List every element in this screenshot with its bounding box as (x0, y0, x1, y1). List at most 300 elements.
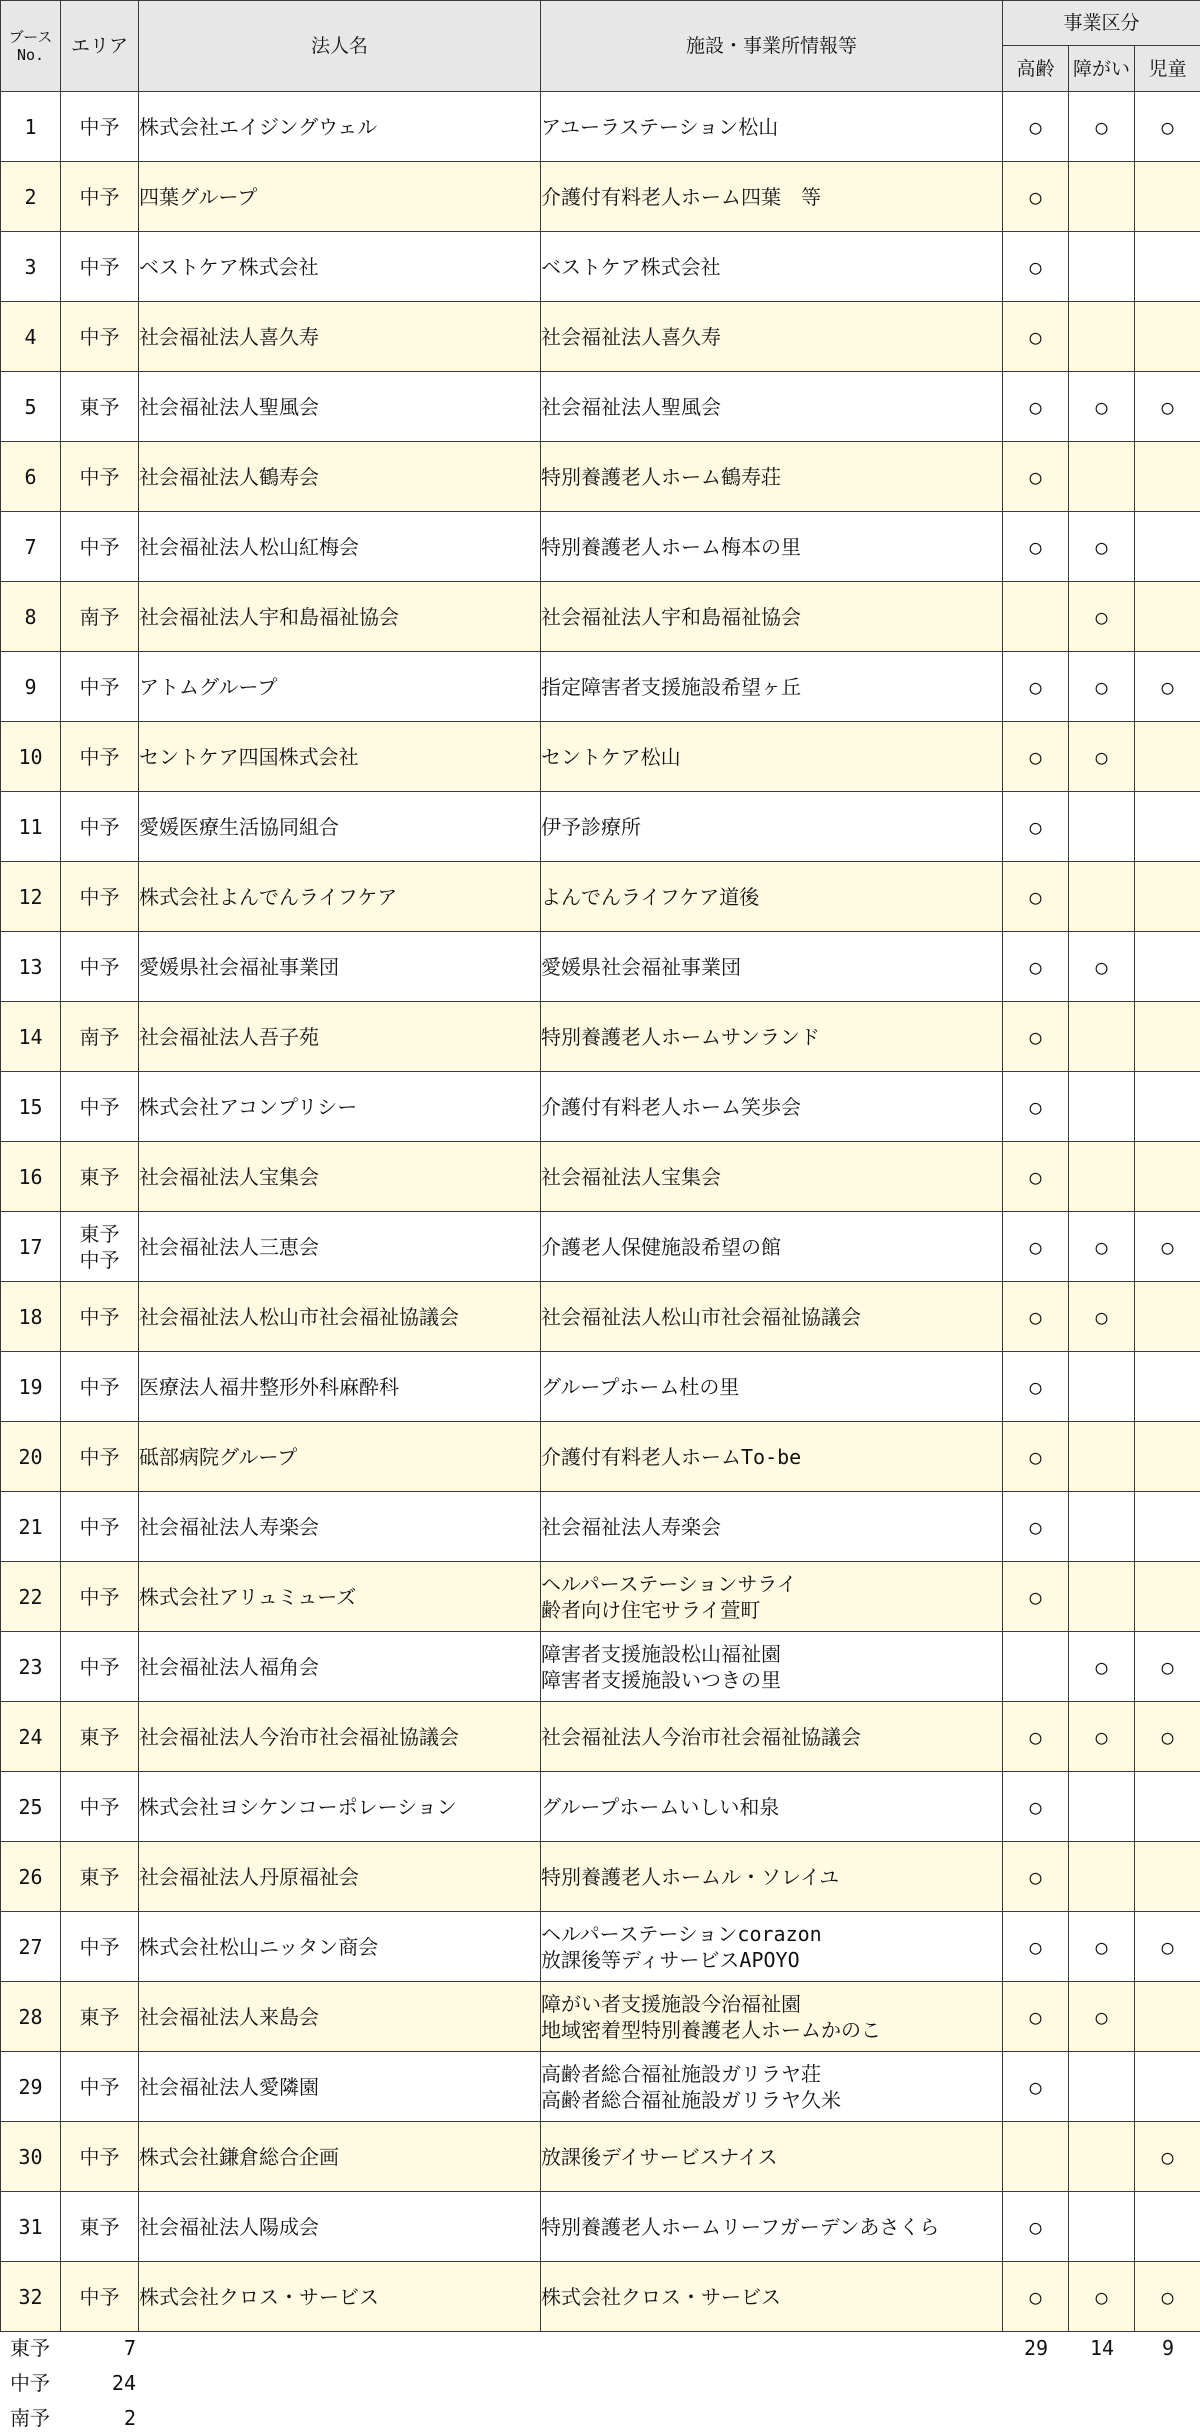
disability-cell (1069, 1282, 1135, 1352)
booth-no-cell: 29 (1, 2052, 61, 2122)
booth-no-cell: 22 (1, 1562, 61, 1632)
area-line: 中予 (79, 324, 120, 349)
corporation-cell: セントケア四国株式会社 (139, 722, 541, 792)
child-cell (1135, 1212, 1200, 1282)
corporation-cell: 四葉グループ (139, 162, 541, 232)
facility-cell (541, 1772, 1003, 1842)
disability-cell (1069, 1982, 1135, 2052)
elderly-cell (1003, 1072, 1069, 1142)
elderly-cell (1003, 792, 1069, 862)
disability-cell (1069, 652, 1135, 722)
disability-cell (1069, 1352, 1135, 1422)
booth-no-cell: 1 (1, 92, 61, 162)
corporation-cell: 株式会社アリュミューズ (139, 1562, 541, 1632)
area-line: 中予 (79, 884, 120, 909)
total-elderly: 29 (1023, 2336, 1049, 2360)
facility-line: 障がい者支援施設今治福祉園 (541, 1991, 801, 2016)
booth-no-cell: 9 (1, 652, 61, 722)
facility-line: 特別養護老人ホームリーフガーデンあさくら (541, 2214, 940, 2239)
facility-line: 放課後等ディサービスAPOYO (541, 1947, 800, 1972)
area-count-label: 東予 (10, 2336, 50, 2360)
facility-cell (541, 1562, 1003, 1632)
elderly-mark: ○ (1029, 2284, 1042, 2309)
table-row (1, 1982, 1200, 2052)
facility-cell (541, 1982, 1003, 2052)
child-mark: ○ (1161, 1654, 1174, 1679)
elderly-cell (1003, 442, 1069, 512)
child-cell (1135, 1982, 1200, 2052)
area-line: 南予 (79, 604, 120, 629)
facility-line: 介護老人保健施設希望の館 (541, 1234, 781, 1259)
disability-cell (1069, 2192, 1135, 2262)
area-line: 中予 (79, 1514, 120, 1539)
facility-cell (541, 232, 1003, 302)
child-mark: ○ (1161, 1934, 1174, 1959)
facility-cell (541, 582, 1003, 652)
total-disability: 14 (1089, 2336, 1115, 2360)
child-cell (1135, 1352, 1200, 1422)
booth-no-cell: 8 (1, 582, 61, 652)
facility-cell (541, 372, 1003, 442)
table-row (1, 1282, 1200, 1352)
facility-line: 齢者向け住宅サライ萱町 (541, 1597, 761, 1622)
facility-cell (541, 1142, 1003, 1212)
elderly-mark: ○ (1029, 674, 1042, 699)
table-row (1, 442, 1200, 512)
area-cell (61, 1912, 139, 1982)
disability-mark: ○ (1095, 1724, 1108, 1749)
area-cell (61, 1002, 139, 1072)
corporation-cell: 社会福祉法人松山市社会福祉協議会 (139, 1282, 541, 1352)
booth-no-cell: 2 (1, 162, 61, 232)
elderly-cell (1003, 512, 1069, 582)
facility-line: ベストケア株式会社 (541, 254, 721, 279)
facility-line: 愛媛県社会福祉事業団 (541, 954, 741, 979)
child-cell (1135, 1912, 1200, 1982)
booth-no-cell: 31 (1, 2192, 61, 2262)
booth-no-cell: 6 (1, 442, 61, 512)
child-mark: ○ (1161, 114, 1174, 139)
child-cell (1135, 442, 1200, 512)
elderly-mark: ○ (1029, 1514, 1042, 1539)
area-cell (61, 1422, 139, 1492)
facility-cell (541, 2192, 1003, 2262)
elderly-mark: ○ (1029, 1444, 1042, 1469)
facility-cell (541, 862, 1003, 932)
corporation-header: 法人名 (139, 1, 541, 92)
division-header: 事業区分 (1003, 1, 1200, 46)
area-line: 東予 (79, 1221, 120, 1246)
area-line: 中予 (79, 1247, 120, 1272)
corporation-cell: 株式会社よんでんライフケア (139, 862, 541, 932)
corporation-cell: 医療法人福井整形外科麻酔科 (139, 1352, 541, 1422)
child-cell (1135, 582, 1200, 652)
child-mark: ○ (1161, 394, 1174, 419)
elderly-cell (1003, 2192, 1069, 2262)
facility-line: 社会福祉法人聖風会 (541, 394, 721, 419)
area-line: 中予 (79, 814, 120, 839)
elderly-mark: ○ (1029, 2074, 1042, 2099)
facility-cell (541, 1702, 1003, 1772)
corporation-cell: 社会福祉法人喜久寿 (139, 302, 541, 372)
corporation-cell: 社会福祉法人三恵会 (139, 1212, 541, 1282)
area-cell (61, 1702, 139, 1772)
table-row (1, 2262, 1200, 2332)
elderly-mark: ○ (1029, 884, 1042, 909)
child-mark: ○ (1161, 2284, 1174, 2309)
facility-line: 地域密着型特別養護老人ホームかのこ (541, 2017, 881, 2042)
facility-cell (541, 1212, 1003, 1282)
child-cell (1135, 1422, 1200, 1492)
child-cell (1135, 862, 1200, 932)
elderly-mark: ○ (1029, 1794, 1042, 1819)
facility-line: セントケア松山 (541, 744, 681, 769)
elderly-cell (1003, 1562, 1069, 1632)
disability-cell (1069, 92, 1135, 162)
booth-no-cell: 12 (1, 862, 61, 932)
elderly-cell (1003, 722, 1069, 792)
facility-line: 社会福祉法人松山市社会福祉協議会 (541, 1304, 861, 1329)
disability-cell (1069, 162, 1135, 232)
elderly-mark: ○ (1029, 744, 1042, 769)
corporation-cell: 砥部病院グループ (139, 1422, 541, 1492)
corporation-cell: 社会福祉法人丹原福祉会 (139, 1842, 541, 1912)
corporation-cell: 愛媛医療生活協同組合 (139, 792, 541, 862)
facility-line: 株式会社クロス・サービス (541, 2284, 781, 2309)
disability-mark: ○ (1095, 954, 1108, 979)
facility-cell (541, 1422, 1003, 1492)
disability-cell (1069, 1212, 1135, 1282)
disability-cell (1069, 512, 1135, 582)
elderly-mark: ○ (1029, 1094, 1042, 1119)
facility-line: グループホームいしい和泉 (541, 1794, 780, 1819)
facility-cell (541, 2122, 1003, 2192)
corporation-cell: 社会福祉法人吾子苑 (139, 1002, 541, 1072)
area-count-east (0, 2333, 160, 2363)
area-line: 南予 (79, 1024, 120, 1049)
facility-cell (541, 722, 1003, 792)
elderly-cell (1003, 1492, 1069, 1562)
booth-no-cell: 27 (1, 1912, 61, 1982)
area-line: 中予 (79, 2144, 120, 2169)
table-row (1, 1492, 1200, 1562)
child-cell (1135, 232, 1200, 302)
area-cell (61, 652, 139, 722)
facility-line: 障害者支援施設松山福祉園 (541, 1641, 781, 1666)
facility-line: 社会福祉法人寿楽会 (541, 1514, 721, 1539)
child-mark: ○ (1161, 1724, 1174, 1749)
corporation-cell: 株式会社鎌倉総合企画 (139, 2122, 541, 2192)
booth-no-cell: 30 (1, 2122, 61, 2192)
area-line: 中予 (79, 1934, 120, 1959)
facility-cell (541, 1632, 1003, 1702)
area-cell (61, 932, 139, 1002)
disability-mark: ○ (1095, 2004, 1108, 2029)
disability-cell (1069, 722, 1135, 792)
elderly-header: 高齢 (1003, 46, 1069, 92)
elderly-mark: ○ (1029, 2004, 1042, 2029)
area-cell (61, 722, 139, 792)
facility-header: 施設・事業所情報等 (541, 1, 1003, 92)
facility-line: 伊予診療所 (541, 814, 641, 839)
facility-line: 社会福祉法人喜久寿 (541, 324, 721, 349)
corporation-cell: 株式会社クロス・サービス (139, 2262, 541, 2332)
table-row (1, 1212, 1200, 1282)
disability-cell (1069, 1562, 1135, 1632)
area-cell (61, 1282, 139, 1352)
booth-no-cell: 19 (1, 1352, 61, 1422)
booth-no-cell: 18 (1, 1282, 61, 1352)
elderly-mark: ○ (1029, 2214, 1042, 2239)
elderly-cell (1003, 162, 1069, 232)
elderly-cell (1003, 932, 1069, 1002)
facility-line: 指定障害者支援施設希望ヶ丘 (541, 674, 801, 699)
elderly-cell (1003, 2052, 1069, 2122)
area-cell (61, 1842, 139, 1912)
area-line: 中予 (79, 1374, 120, 1399)
area-line: 東予 (79, 2004, 120, 2029)
elderly-mark: ○ (1029, 1234, 1042, 1259)
area-cell (61, 862, 139, 932)
facility-line: 介護付有料老人ホームTo-be (541, 1444, 802, 1469)
facility-cell (541, 792, 1003, 862)
disability-cell (1069, 1632, 1135, 1702)
facility-line: 障害者支援施設いつきの里 (541, 1667, 781, 1692)
table-row (1, 302, 1200, 372)
table-header (1, 1, 1200, 92)
table-row (1, 1562, 1200, 1632)
elderly-mark: ○ (1029, 1724, 1042, 1749)
area-cell (61, 372, 139, 442)
disability-cell (1069, 372, 1135, 442)
area-line: 中予 (79, 1654, 120, 1679)
disability-cell (1069, 232, 1135, 302)
elderly-cell (1003, 1142, 1069, 1212)
facility-cell (541, 2262, 1003, 2332)
table-row (1, 722, 1200, 792)
child-cell (1135, 1492, 1200, 1562)
disability-header: 障がい (1069, 46, 1135, 92)
area-line: 中予 (79, 1794, 120, 1819)
elderly-cell (1003, 1422, 1069, 1492)
disability-mark: ○ (1095, 1934, 1108, 1959)
area-cell (61, 1142, 139, 1212)
disability-cell (1069, 2262, 1135, 2332)
corporation-cell: ベストケア株式会社 (139, 232, 541, 302)
child-cell (1135, 372, 1200, 442)
facility-cell (541, 512, 1003, 582)
elderly-cell (1003, 582, 1069, 652)
elderly-mark: ○ (1029, 814, 1042, 839)
booth-no-cell: 25 (1, 1772, 61, 1842)
facility-cell (541, 1842, 1003, 1912)
facility-cell (541, 932, 1003, 1002)
elderly-cell (1003, 372, 1069, 442)
table-row (1, 232, 1200, 302)
facility-line: 社会福祉法人宝集会 (541, 1164, 721, 1189)
elderly-mark: ○ (1029, 534, 1042, 559)
facility-cell (541, 1912, 1003, 1982)
area-count-south (0, 2403, 160, 2433)
booth-no-cell: 13 (1, 932, 61, 1002)
facility-line: 高齢者総合福祉施設ガリラヤ久米 (541, 2087, 841, 2112)
area-line: 中予 (79, 1094, 120, 1119)
elderly-cell (1003, 2122, 1069, 2192)
corporation-cell: 社会福祉法人陽成会 (139, 2192, 541, 2262)
facility-line: 社会福祉法人宇和島福祉協会 (541, 604, 801, 629)
table-row (1, 162, 1200, 232)
area-count-value: 7 (123, 2336, 136, 2360)
area-count-value: 2 (123, 2406, 136, 2430)
corporation-cell: 社会福祉法人宇和島福祉協会 (139, 582, 541, 652)
child-cell (1135, 1002, 1200, 1072)
table-row (1, 1842, 1200, 1912)
child-mark: ○ (1161, 2144, 1174, 2169)
disability-mark: ○ (1095, 674, 1108, 699)
child-cell (1135, 2262, 1200, 2332)
facility-line: 社会福祉法人今治市社会福祉協議会 (541, 1724, 861, 1749)
elderly-cell (1003, 1212, 1069, 1282)
disability-mark: ○ (1095, 1654, 1108, 1679)
area-line: 東予 (79, 1864, 120, 1889)
child-cell (1135, 302, 1200, 372)
disability-mark: ○ (1095, 534, 1108, 559)
elderly-mark: ○ (1029, 394, 1042, 419)
table-row (1, 652, 1200, 722)
booth-no-cell: 28 (1, 1982, 61, 2052)
facility-line: 介護付有料老人ホーム笑歩会 (541, 1094, 801, 1119)
elderly-mark: ○ (1029, 954, 1042, 979)
table-row (1, 1002, 1200, 1072)
elderly-mark: ○ (1029, 114, 1042, 139)
child-cell (1135, 1842, 1200, 1912)
elderly-cell (1003, 92, 1069, 162)
area-line: 東予 (79, 1164, 120, 1189)
child-cell (1135, 1772, 1200, 1842)
area-line: 東予 (79, 1724, 120, 1749)
facility-line: よんでんライフケア道後 (541, 884, 760, 909)
corporation-cell: 社会福祉法人福角会 (139, 1632, 541, 1702)
disability-cell (1069, 1072, 1135, 1142)
facility-line: グループホーム杜の里 (541, 1374, 740, 1399)
area-line: 中予 (79, 464, 120, 489)
disability-cell (1069, 1492, 1135, 1562)
facility-line: 介護付有料老人ホーム四葉 等 (541, 184, 821, 209)
elderly-cell (1003, 1982, 1069, 2052)
corporation-cell: 社会福祉法人寿楽会 (139, 1492, 541, 1562)
facility-line: 特別養護老人ホーム鶴寿荘 (541, 464, 781, 489)
booth-no-cell: 4 (1, 302, 61, 372)
elderly-cell (1003, 2262, 1069, 2332)
area-cell (61, 2052, 139, 2122)
area-cell (61, 442, 139, 512)
elderly-cell (1003, 1002, 1069, 1072)
area-line: 中予 (79, 674, 120, 699)
area-cell (61, 2262, 139, 2332)
area-cell (61, 2192, 139, 2262)
elderly-cell (1003, 862, 1069, 932)
booth-no-header-line1: ブース (8, 28, 53, 46)
corporation-cell: アトムグループ (139, 652, 541, 722)
area-cell (61, 1072, 139, 1142)
disability-cell (1069, 442, 1135, 512)
child-header: 児童 (1135, 46, 1200, 92)
area-line: 中予 (79, 744, 120, 769)
elderly-cell (1003, 652, 1069, 722)
area-line: 中予 (79, 1584, 120, 1609)
table-row (1, 1072, 1200, 1142)
area-line: 東予 (79, 394, 120, 419)
area-cell (61, 2122, 139, 2192)
disability-mark: ○ (1095, 394, 1108, 419)
child-cell (1135, 652, 1200, 722)
area-count-value: 24 (111, 2371, 136, 2395)
corporation-cell: 株式会社松山ニッタン商会 (139, 1912, 541, 1982)
table-row (1, 582, 1200, 652)
facility-cell (541, 302, 1003, 372)
area-line: 中予 (79, 2074, 120, 2099)
elderly-cell (1003, 1282, 1069, 1352)
disability-mark: ○ (1095, 1304, 1108, 1329)
table-row (1, 1632, 1200, 1702)
area-cell (61, 92, 139, 162)
facility-cell (541, 442, 1003, 512)
facility-cell (541, 162, 1003, 232)
total-child: 9 (1161, 2336, 1175, 2360)
facility-cell (541, 2052, 1003, 2122)
facility-cell (541, 1002, 1003, 1072)
area-cell (61, 232, 139, 302)
child-cell (1135, 1632, 1200, 1702)
table-row (1, 1352, 1200, 1422)
area-line: 東予 (79, 2214, 120, 2239)
facility-cell (541, 652, 1003, 722)
elderly-mark: ○ (1029, 1934, 1042, 1959)
booth-no-cell: 32 (1, 2262, 61, 2332)
child-cell (1135, 1282, 1200, 1352)
facility-cell (541, 1492, 1003, 1562)
disability-cell (1069, 582, 1135, 652)
table-row (1, 512, 1200, 582)
child-cell (1135, 932, 1200, 1002)
elderly-cell (1003, 232, 1069, 302)
booth-no-header (1, 1, 61, 92)
facility-line: 放課後デイサービスナイス (541, 2144, 778, 2169)
table-row (1, 1772, 1200, 1842)
elderly-cell (1003, 1632, 1069, 1702)
disability-cell (1069, 2052, 1135, 2122)
facility-cell (541, 1072, 1003, 1142)
elderly-mark: ○ (1029, 1374, 1042, 1399)
corporation-cell: 愛媛県社会福祉事業団 (139, 932, 541, 1002)
elderly-cell (1003, 1352, 1069, 1422)
booth-no-cell: 11 (1, 792, 61, 862)
disability-cell (1069, 1912, 1135, 1982)
table-row (1, 2192, 1200, 2262)
area-cell (61, 792, 139, 862)
elderly-mark: ○ (1029, 324, 1042, 349)
child-mark: ○ (1161, 674, 1174, 699)
table-row (1, 1422, 1200, 1492)
child-cell (1135, 92, 1200, 162)
elderly-mark: ○ (1029, 1164, 1042, 1189)
table-row (1, 372, 1200, 442)
corporation-cell: 社会福祉法人今治市社会福祉協議会 (139, 1702, 541, 1772)
area-cell (61, 1772, 139, 1842)
corporation-cell: 社会福祉法人宝集会 (139, 1142, 541, 1212)
corporation-cell: 社会福祉法人松山紅梅会 (139, 512, 541, 582)
area-line: 中予 (79, 1304, 120, 1329)
